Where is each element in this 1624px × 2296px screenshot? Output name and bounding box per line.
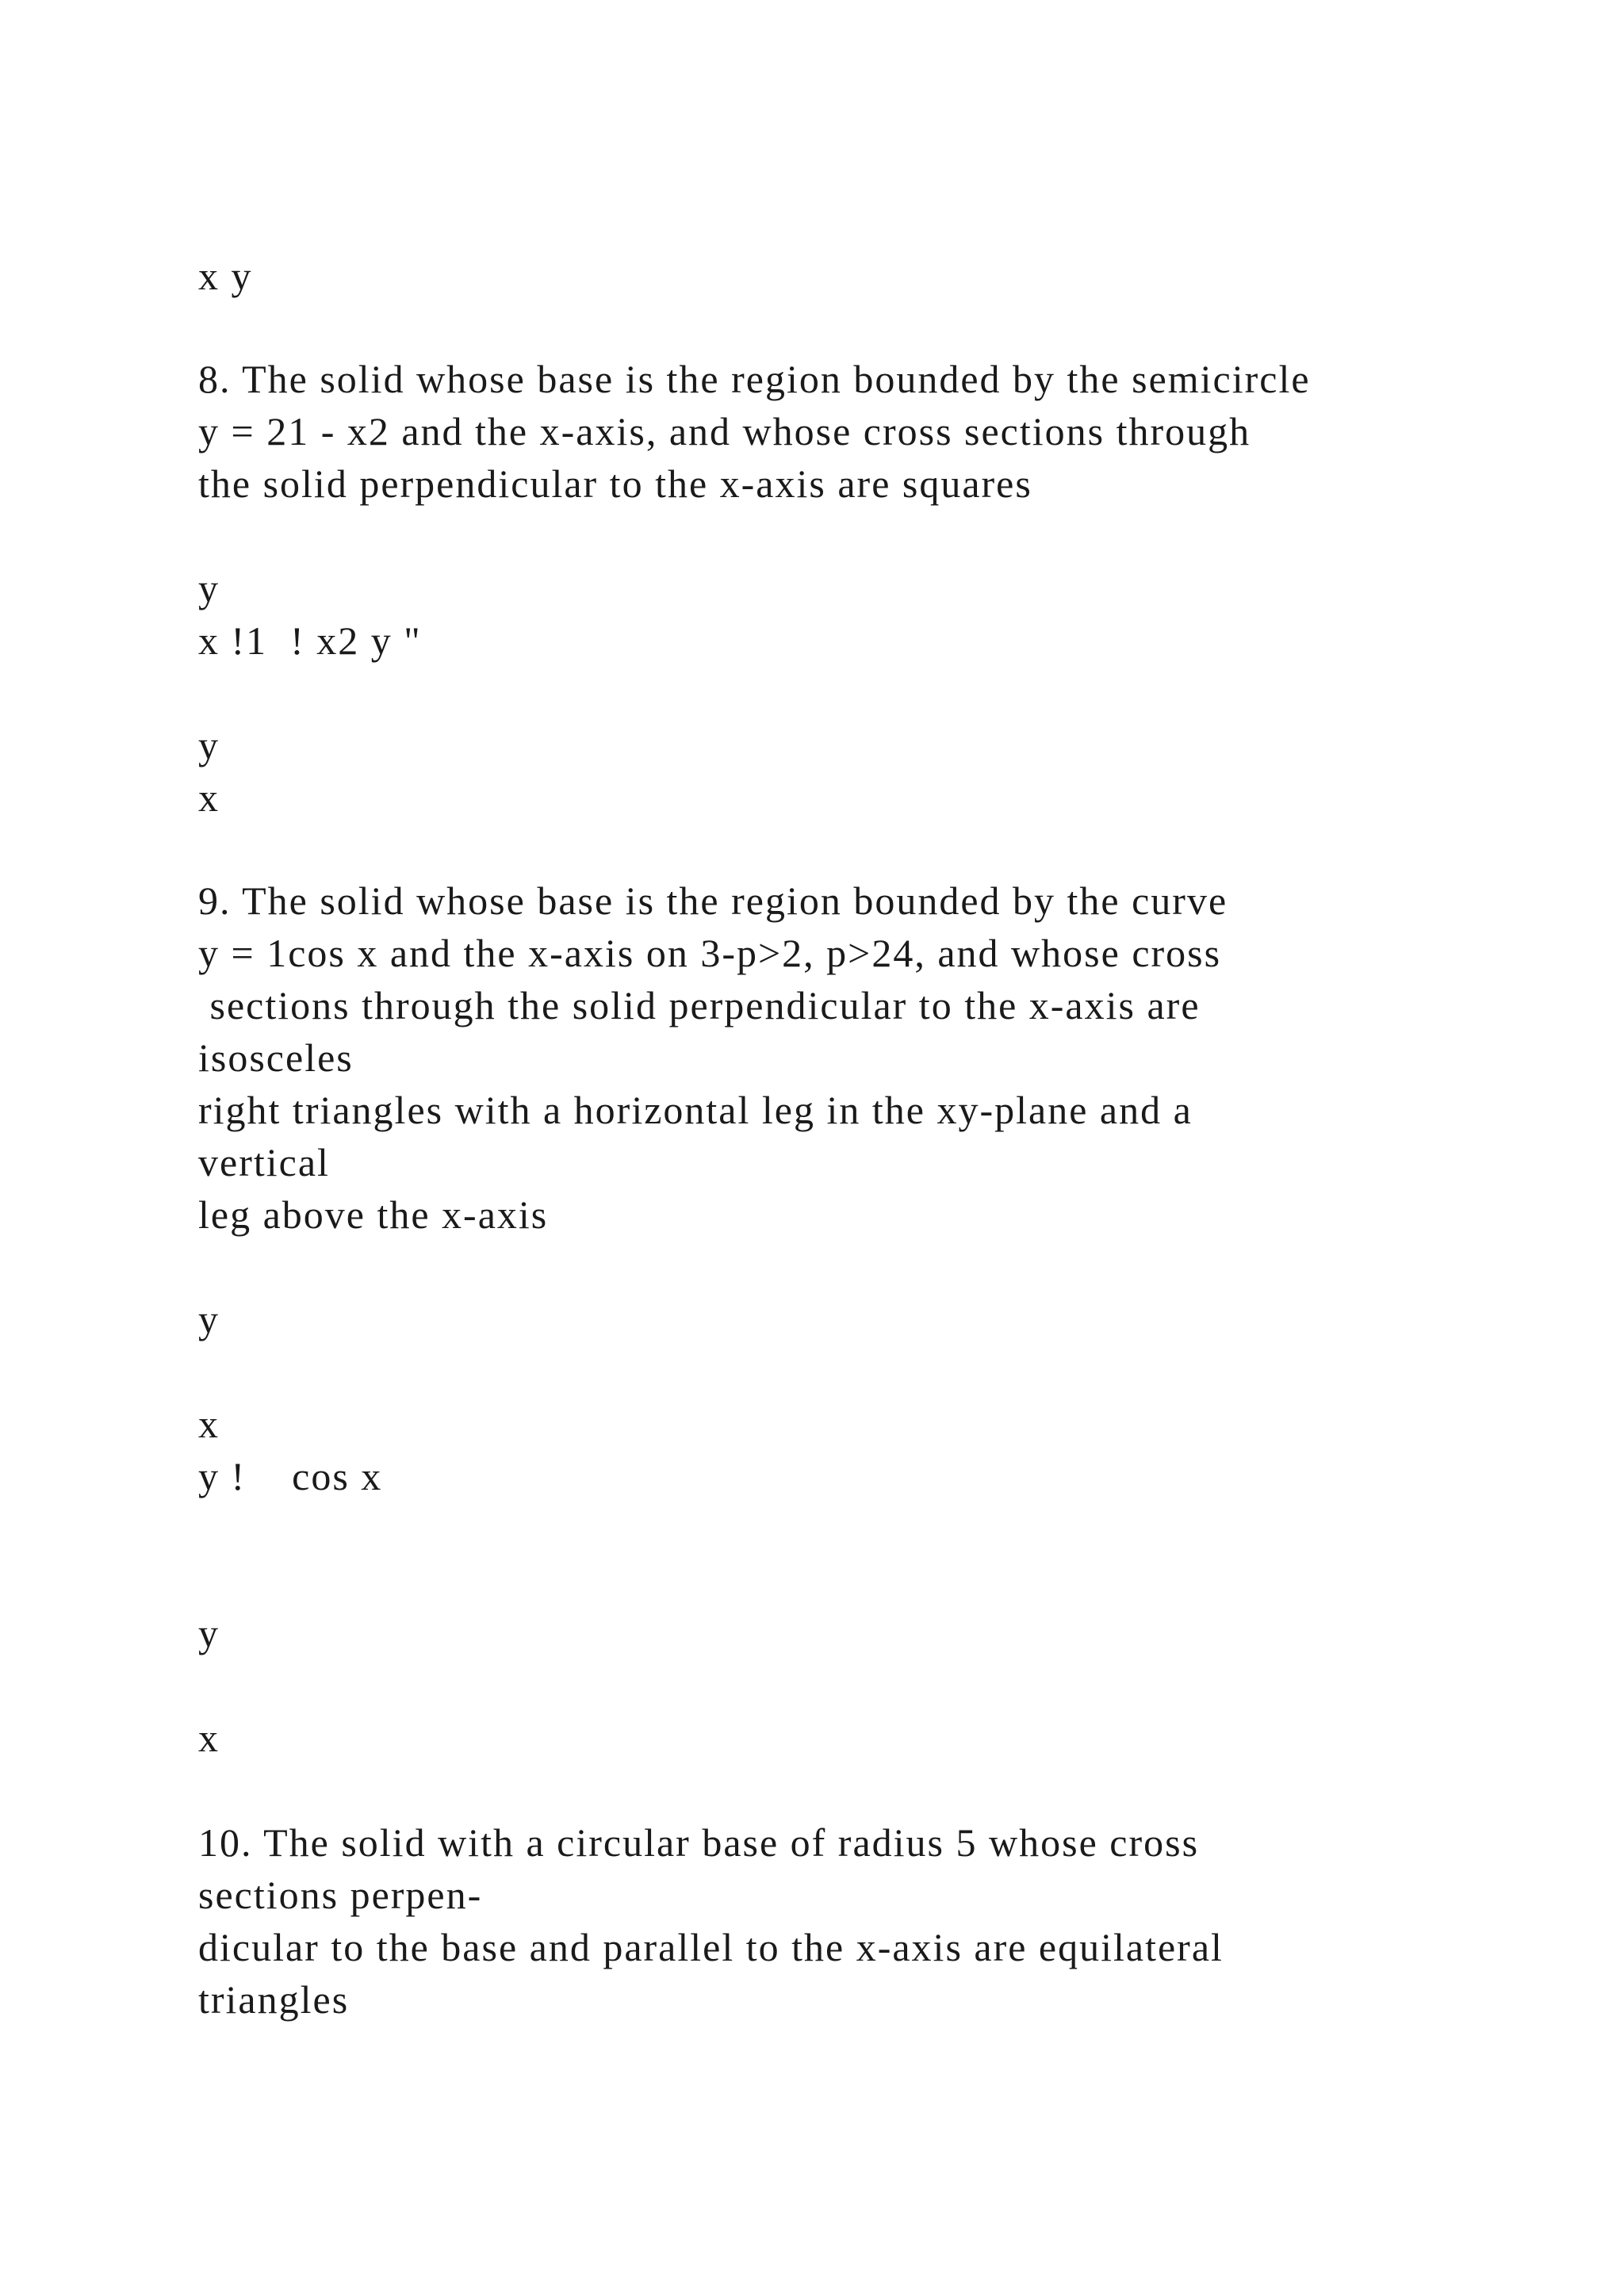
- text-line: 10. The solid with a circular base of radius 5 whose cross: [198, 1820, 1200, 1865]
- text-line: x: [198, 1402, 220, 1446]
- text-line: sections perpen-: [198, 1873, 483, 1917]
- text-line: 8. The solid whose base is the region bounded by the semicircle: [198, 357, 1311, 401]
- text-line: leg above the x-axis: [198, 1192, 549, 1237]
- text-line: x: [198, 1716, 220, 1760]
- text-line: right triangles with a horizontal leg in the xy-plane and a: [198, 1088, 1193, 1132]
- text-line: dicular to the base and parallel to the x-axis are equilateral: [198, 1925, 1224, 1969]
- text-line: y: [198, 1611, 220, 1655]
- text-line: triangles: [198, 1977, 350, 2022]
- text-line: y = 1cos x and the x-axis on 3-p>2, p>24, and whose cross: [198, 931, 1222, 975]
- text-line: y = 21 - x2 and the x-axis, and whose cross sections through: [198, 409, 1251, 453]
- text-line: y: [198, 566, 220, 610]
- text-line: 9. The solid whose base is the region bounded by the curve: [198, 878, 1228, 923]
- text-line: isosceles: [198, 1035, 354, 1080]
- text-line: x !1 ! x2 y ": [198, 618, 422, 663]
- text-line: y ! cos x: [198, 1454, 383, 1498]
- text-line: the solid perpendicular to the x-axis are squares: [198, 461, 1032, 506]
- text-line: y: [198, 723, 220, 767]
- text-line: y: [198, 1297, 220, 1341]
- text-line: x: [198, 775, 220, 820]
- text-line: x y: [198, 254, 253, 298]
- text-line: vertical: [198, 1140, 330, 1184]
- text-line: sections through the solid perpendicular to the x-axis are: [198, 983, 1201, 1027]
